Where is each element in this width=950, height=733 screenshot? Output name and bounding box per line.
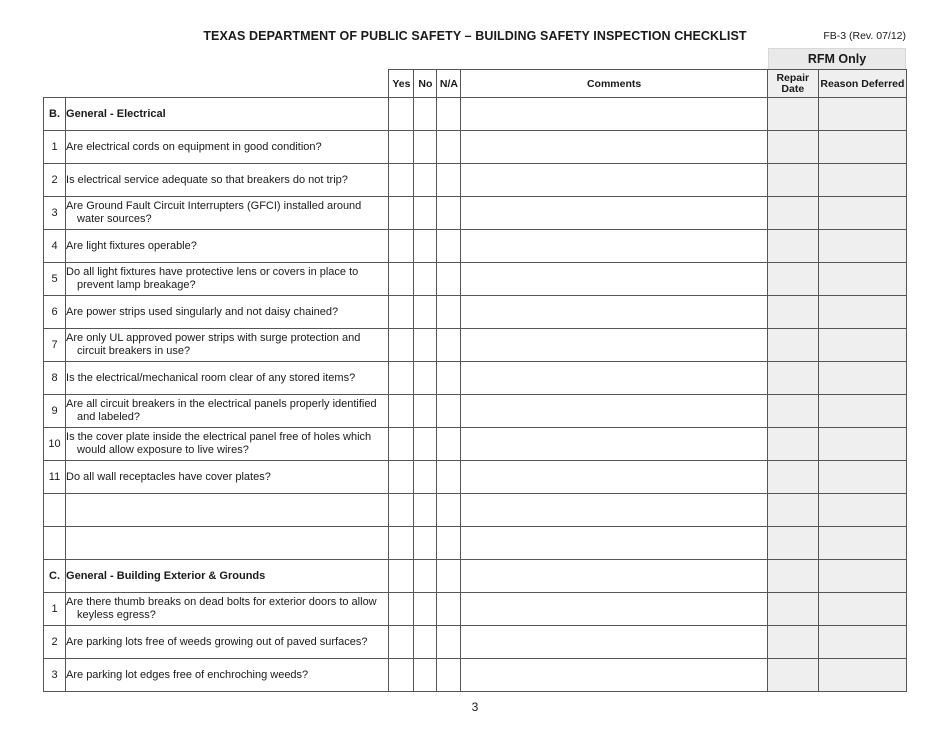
no-cell[interactable] xyxy=(414,230,437,263)
no-cell[interactable] xyxy=(414,395,437,428)
comments-cell[interactable] xyxy=(461,593,767,626)
no-cell[interactable] xyxy=(414,362,437,395)
checklist-row xyxy=(44,395,907,428)
reason-deferred-cell[interactable] xyxy=(818,395,906,428)
item-question xyxy=(66,329,389,362)
na-cell[interactable] xyxy=(437,329,461,362)
item-number xyxy=(44,494,66,527)
item-question xyxy=(66,659,389,692)
no-cell[interactable] xyxy=(414,494,437,527)
checklist-row xyxy=(44,593,907,626)
item-question xyxy=(66,461,389,494)
item-question-text: Is the electrical/mechanical room clear of any stored items? xyxy=(66,371,356,384)
inspection-checklist-table xyxy=(43,69,907,692)
yes-cell[interactable] xyxy=(389,263,414,296)
item-question-text: Are electrical cords on equipment in good condition? xyxy=(66,140,322,153)
yes-cell[interactable] xyxy=(389,593,414,626)
item-question xyxy=(66,593,389,626)
item-number: 3 xyxy=(44,659,66,692)
na-cell[interactable] xyxy=(437,428,461,461)
item-question xyxy=(66,131,389,164)
item-question-text: General - Electrical xyxy=(66,107,166,120)
yes-cell[interactable] xyxy=(389,428,414,461)
na-cell[interactable] xyxy=(437,626,461,659)
item-number: 9 xyxy=(44,395,66,428)
no-cell[interactable] xyxy=(414,131,437,164)
column-yes: Yes xyxy=(389,70,414,98)
na-cell[interactable] xyxy=(437,296,461,329)
item-question xyxy=(66,626,389,659)
item-question-text: Are power strips used singularly and not daisy chained? xyxy=(66,305,339,318)
checklist-row xyxy=(44,197,907,230)
na-cell[interactable] xyxy=(437,395,461,428)
no-cell[interactable] xyxy=(414,560,437,593)
page-number: 3 xyxy=(471,700,479,714)
na-cell[interactable] xyxy=(437,98,461,131)
reason-deferred-cell[interactable] xyxy=(818,461,906,494)
item-number: 3 xyxy=(44,197,66,230)
na-cell[interactable] xyxy=(437,230,461,263)
checklist-row xyxy=(44,296,907,329)
comments-cell[interactable] xyxy=(461,461,767,494)
column-comments: Comments xyxy=(461,70,767,98)
item-question-text: Are parking lots free of weeds growing out of paved surfaces? xyxy=(66,635,368,648)
na-cell[interactable] xyxy=(437,560,461,593)
reason-deferred-cell[interactable] xyxy=(818,626,906,659)
checklist-row xyxy=(44,527,907,560)
comments-cell[interactable] xyxy=(461,230,767,263)
comments-cell[interactable] xyxy=(461,659,767,692)
checklist-row xyxy=(44,659,907,692)
item-question xyxy=(66,164,389,197)
repair-date-cell[interactable] xyxy=(767,461,818,494)
reason-deferred-cell[interactable] xyxy=(818,197,906,230)
checklist-row xyxy=(44,164,907,197)
repair-date-cell[interactable] xyxy=(767,527,818,560)
na-cell[interactable] xyxy=(437,527,461,560)
item-number: 11 xyxy=(44,461,66,494)
item-number: 4 xyxy=(44,230,66,263)
column-repair-date: Repair Date xyxy=(767,70,818,98)
checklist-row xyxy=(44,329,907,362)
yes-cell[interactable] xyxy=(389,560,414,593)
form-title: TEXAS DEPARTMENT OF PUBLIC SAFETY – BUILDING SAFETY INSPECTION CHECKLIST xyxy=(203,29,747,43)
yes-cell[interactable] xyxy=(389,461,414,494)
yes-cell[interactable] xyxy=(389,197,414,230)
yes-cell[interactable] xyxy=(389,395,414,428)
no-cell[interactable] xyxy=(414,626,437,659)
item-question-text: Do all light fixtures have protective lens or covers in place to prevent lamp breakage? xyxy=(66,266,359,291)
comments-cell[interactable] xyxy=(461,395,767,428)
no-cell[interactable] xyxy=(414,428,437,461)
reason-deferred-cell[interactable] xyxy=(818,560,906,593)
repair-date-cell[interactable] xyxy=(767,197,818,230)
comments-cell[interactable] xyxy=(461,329,767,362)
na-cell[interactable] xyxy=(437,494,461,527)
header-blank xyxy=(44,70,389,98)
item-question xyxy=(66,494,389,527)
no-cell[interactable] xyxy=(414,263,437,296)
yes-cell[interactable] xyxy=(389,329,414,362)
item-number: B. xyxy=(44,98,66,131)
item-question-text: Is electrical service adequate so that breakers do not trip? xyxy=(66,173,348,186)
repair-date-cell[interactable] xyxy=(767,98,818,131)
yes-cell[interactable] xyxy=(389,362,414,395)
reason-deferred-cell[interactable] xyxy=(818,593,906,626)
no-cell[interactable] xyxy=(414,164,437,197)
na-cell[interactable] xyxy=(437,593,461,626)
na-cell[interactable] xyxy=(437,659,461,692)
reason-deferred-cell[interactable] xyxy=(818,494,906,527)
repair-date-cell[interactable] xyxy=(767,131,818,164)
item-number: 6 xyxy=(44,296,66,329)
reason-deferred-cell[interactable] xyxy=(818,362,906,395)
comments-cell[interactable] xyxy=(461,626,767,659)
item-question xyxy=(66,230,389,263)
checklist-row xyxy=(44,263,907,296)
na-cell[interactable] xyxy=(437,197,461,230)
repair-date-cell[interactable] xyxy=(767,395,818,428)
yes-cell[interactable] xyxy=(389,296,414,329)
repair-date-cell[interactable] xyxy=(767,494,818,527)
item-number: 2 xyxy=(44,626,66,659)
reason-deferred-cell[interactable] xyxy=(818,296,906,329)
na-cell[interactable] xyxy=(437,131,461,164)
item-question-text: Are parking lot edges free of enchroching weeds? xyxy=(66,668,309,681)
comments-cell[interactable] xyxy=(461,560,767,593)
item-number: 2 xyxy=(44,164,66,197)
form-number: FB-3 (Rev. 07/12) xyxy=(823,30,906,42)
reason-deferred-cell[interactable] xyxy=(818,428,906,461)
item-question xyxy=(66,263,389,296)
checklist-row xyxy=(44,428,907,461)
na-cell[interactable] xyxy=(437,164,461,197)
no-cell[interactable] xyxy=(414,593,437,626)
repair-date-cell[interactable] xyxy=(767,659,818,692)
no-cell[interactable] xyxy=(414,296,437,329)
item-question xyxy=(66,98,389,131)
repair-date-cell[interactable] xyxy=(767,626,818,659)
yes-cell[interactable] xyxy=(389,131,414,164)
item-question-text: Are all circuit breakers in the electrical panels properly identified and labeled? xyxy=(66,398,377,423)
column-header-row xyxy=(44,70,907,98)
checklist-row xyxy=(44,362,907,395)
column-reason-deferred: Reason Deferred xyxy=(818,70,906,98)
yes-cell[interactable] xyxy=(389,626,414,659)
item-question xyxy=(66,362,389,395)
item-question xyxy=(66,197,389,230)
item-question-text: Are there thumb breaks on dead bolts for exterior doors to allow keyless egress? xyxy=(66,596,377,621)
item-question xyxy=(66,428,389,461)
no-cell[interactable] xyxy=(414,329,437,362)
repair-date-cell[interactable] xyxy=(767,329,818,362)
reason-deferred-cell[interactable] xyxy=(818,131,906,164)
item-question-text: Are light fixtures operable? xyxy=(66,239,197,252)
yes-cell[interactable] xyxy=(389,230,414,263)
repair-date-cell[interactable] xyxy=(767,593,818,626)
item-question xyxy=(66,296,389,329)
no-cell[interactable] xyxy=(414,98,437,131)
item-number: 7 xyxy=(44,329,66,362)
item-number: 1 xyxy=(44,131,66,164)
item-question-text: Are only UL approved power strips with surge protection and circuit breakers in use? xyxy=(66,332,361,357)
comments-cell[interactable] xyxy=(461,527,767,560)
item-number: 10 xyxy=(44,428,66,461)
no-cell[interactable] xyxy=(414,461,437,494)
item-question xyxy=(66,395,389,428)
column-no: No xyxy=(414,70,437,98)
item-number: 5 xyxy=(44,263,66,296)
section-row xyxy=(44,98,907,131)
item-question-text: Are Ground Fault Circuit Interrupters (GFCI) installed around water sources? xyxy=(66,200,362,225)
item-number: 8 xyxy=(44,362,66,395)
no-cell[interactable] xyxy=(414,659,437,692)
repair-date-cell[interactable] xyxy=(767,362,818,395)
item-question-text: General - Building Exterior & Grounds xyxy=(66,569,266,582)
section-row xyxy=(44,560,907,593)
item-question-text: Is the cover plate inside the electrical panel free of holes which would allow exposure to live wires? xyxy=(66,431,372,456)
yes-cell[interactable] xyxy=(389,494,414,527)
comments-cell[interactable] xyxy=(461,494,767,527)
comments-cell[interactable] xyxy=(461,197,767,230)
yes-cell[interactable] xyxy=(389,98,414,131)
repair-date-cell[interactable] xyxy=(767,230,818,263)
item-number: 1 xyxy=(44,593,66,626)
repair-date-cell[interactable] xyxy=(767,428,818,461)
comments-cell[interactable] xyxy=(461,428,767,461)
comments-cell[interactable] xyxy=(461,98,767,131)
repair-date-cell[interactable] xyxy=(767,164,818,197)
comments-cell[interactable] xyxy=(461,131,767,164)
reason-deferred-cell[interactable] xyxy=(818,659,906,692)
no-cell[interactable] xyxy=(414,527,437,560)
checklist-row xyxy=(44,131,907,164)
yes-cell[interactable] xyxy=(389,659,414,692)
reason-deferred-cell[interactable] xyxy=(818,98,906,131)
repair-date-cell[interactable] xyxy=(767,296,818,329)
column-na: N/A xyxy=(437,70,461,98)
reason-deferred-cell[interactable] xyxy=(818,329,906,362)
checklist-row xyxy=(44,626,907,659)
yes-cell[interactable] xyxy=(389,527,414,560)
reason-deferred-cell[interactable] xyxy=(818,230,906,263)
comments-cell[interactable] xyxy=(461,263,767,296)
checklist-row xyxy=(44,230,907,263)
na-cell[interactable] xyxy=(437,362,461,395)
comments-cell[interactable] xyxy=(461,164,767,197)
na-cell[interactable] xyxy=(437,263,461,296)
na-cell[interactable] xyxy=(437,461,461,494)
repair-date-cell[interactable] xyxy=(767,263,818,296)
reason-deferred-cell[interactable] xyxy=(818,164,906,197)
yes-cell[interactable] xyxy=(389,164,414,197)
item-question-text: Do all wall receptacles have cover plates? xyxy=(66,470,271,483)
reason-deferred-cell[interactable] xyxy=(818,263,906,296)
no-cell[interactable] xyxy=(414,197,437,230)
item-question xyxy=(66,527,389,560)
item-number xyxy=(44,527,66,560)
item-number: C. xyxy=(44,560,66,593)
comments-cell[interactable] xyxy=(461,362,767,395)
rfm-only-header: RFM Only xyxy=(768,48,906,70)
checklist-row xyxy=(44,461,907,494)
reason-deferred-cell[interactable] xyxy=(818,527,906,560)
item-question xyxy=(66,560,389,593)
comments-cell[interactable] xyxy=(461,296,767,329)
checklist-row xyxy=(44,494,907,527)
repair-date-cell[interactable] xyxy=(767,560,818,593)
